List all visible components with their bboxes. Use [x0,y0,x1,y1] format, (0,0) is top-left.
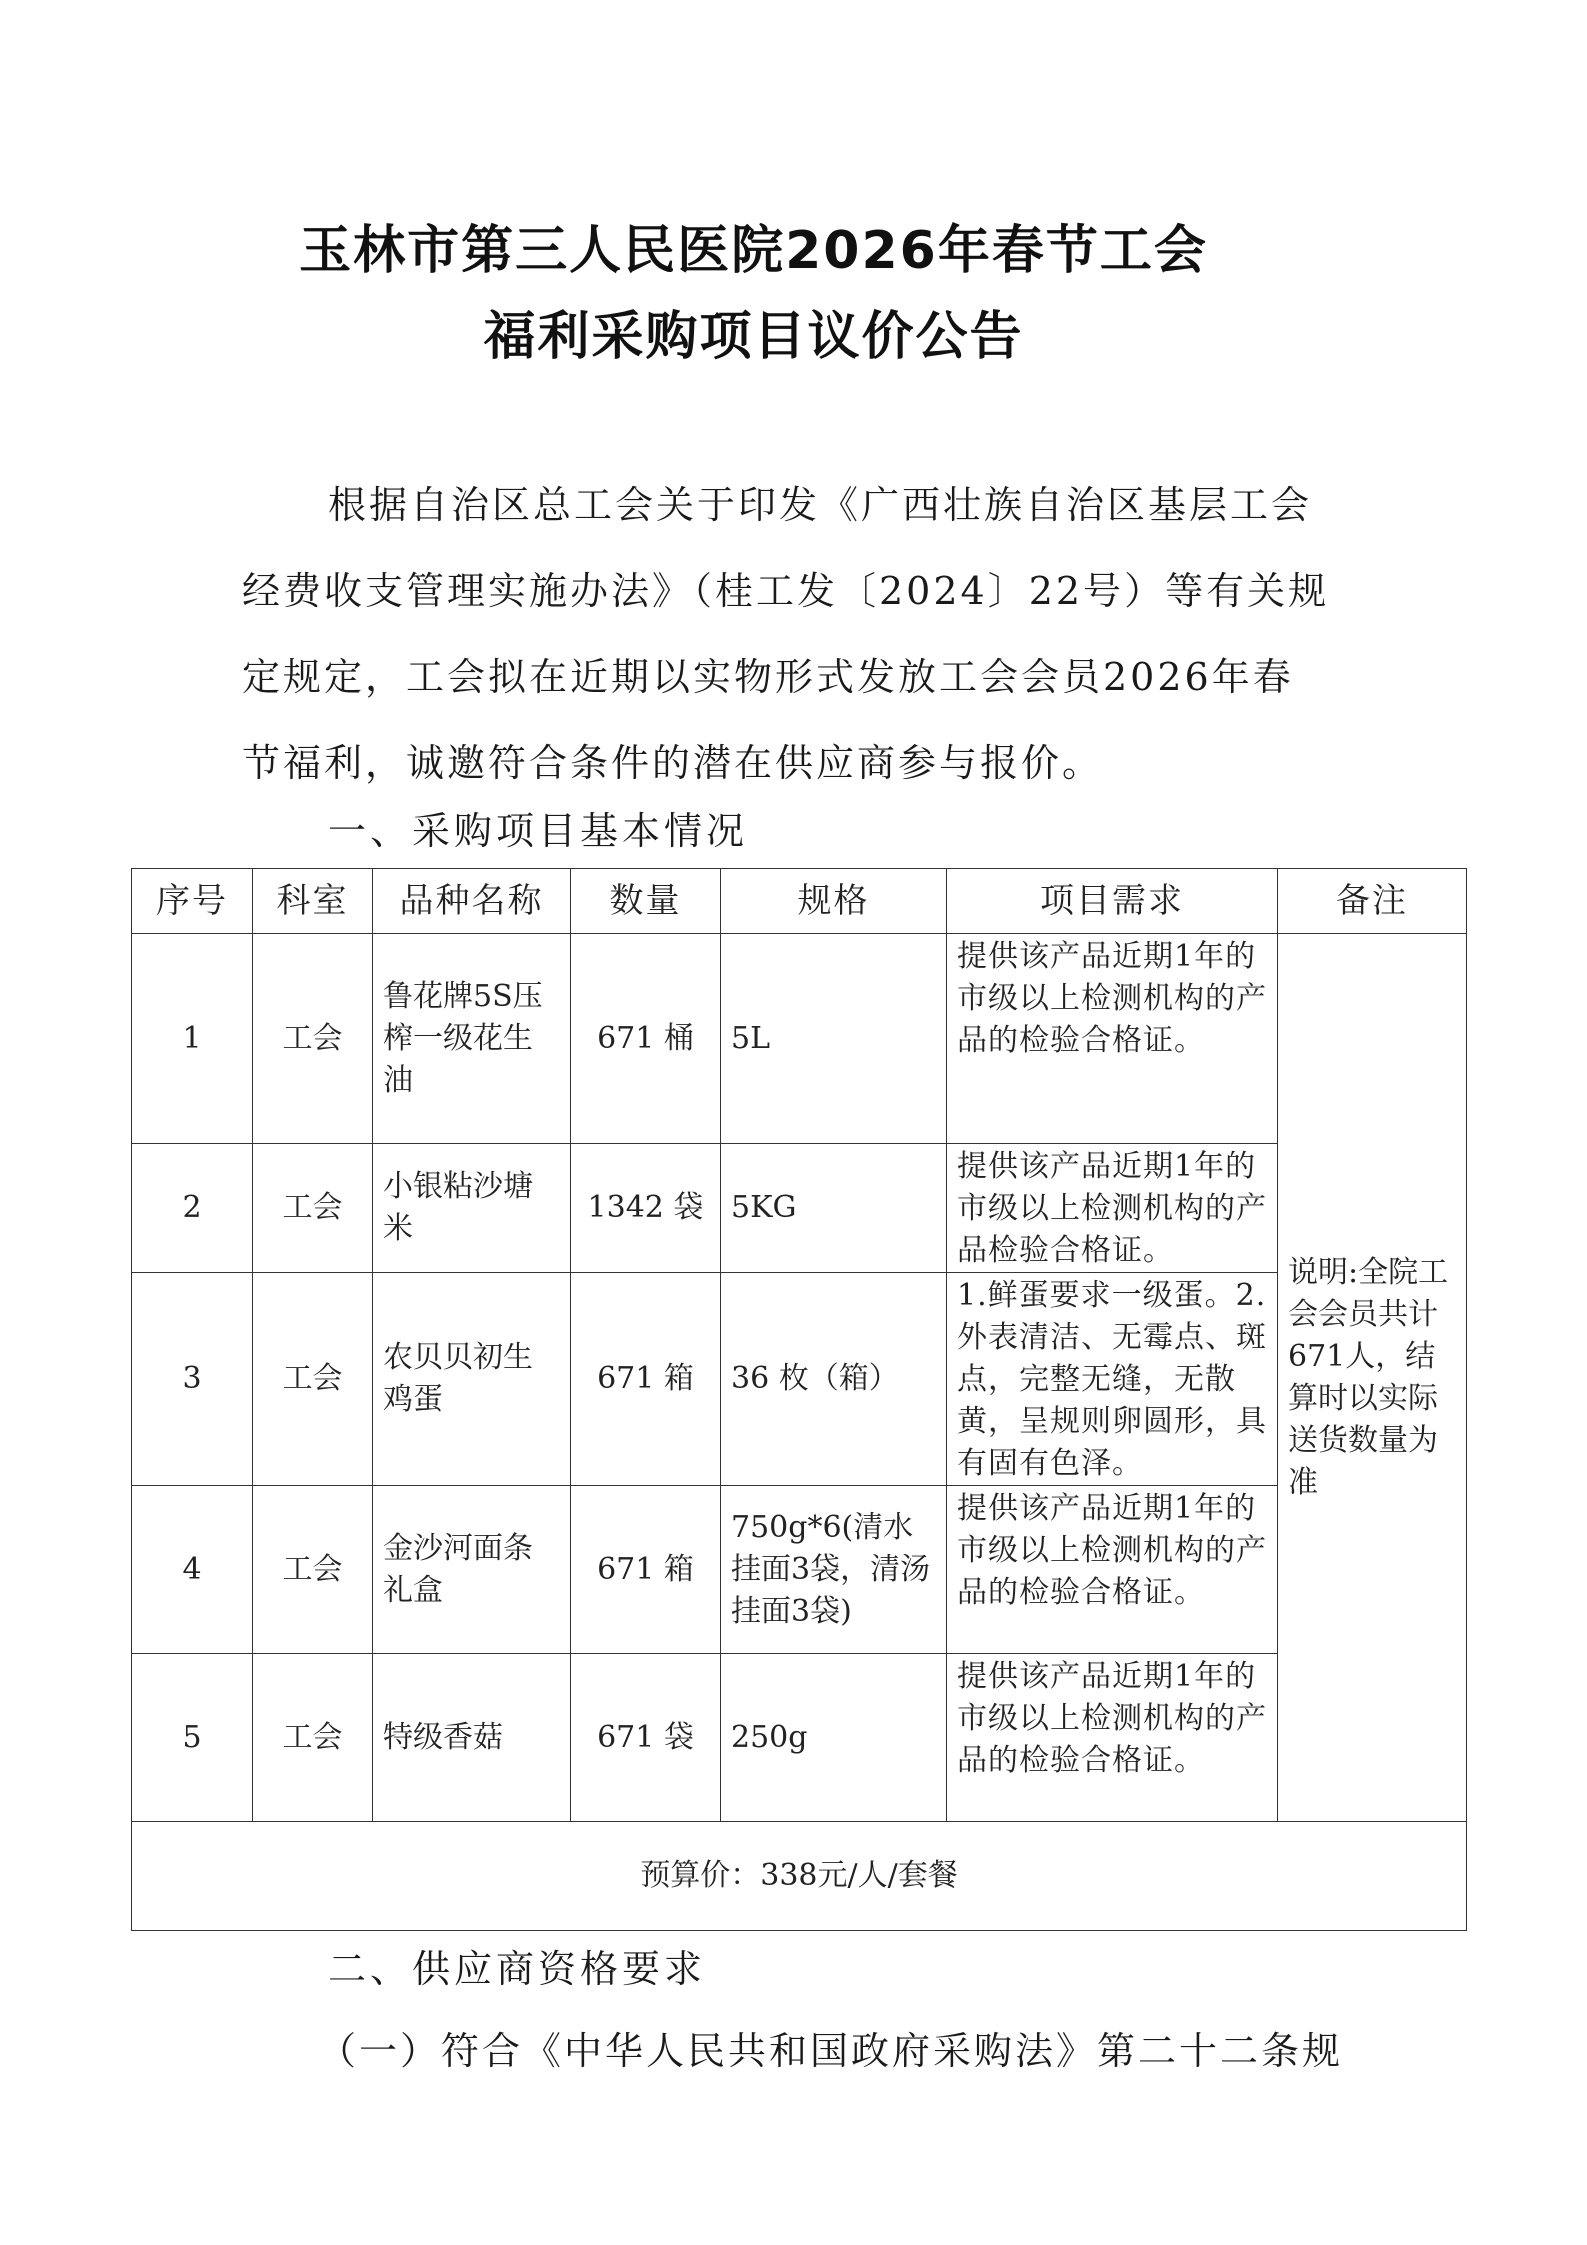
cell-spec: 5KG [721,1144,947,1273]
cell-dept: 工会 [253,1144,373,1273]
cell-qty: 671 箱 [571,1486,721,1654]
cell-req: 提供该产品近期1年的市级以上检测机构的产品检验合格证。 [947,1144,1278,1273]
intro-line-1: 根据自治区总工会关于印发《广西壮族自治区基层工会 [328,483,1313,527]
cell-name: 小银粘沙塘米 [373,1144,571,1273]
procurement-table [131,868,1467,1931]
cell-dept: 工会 [253,1654,373,1822]
cell-req: 1.鲜蛋要求一级蛋。2.外表清洁、无霉点、斑点，完整无缝，无散黄，呈规则卵圆形，具有固有色泽。 [947,1273,1278,1486]
table-header-row [132,869,1467,934]
cell-qty: 671 桶 [571,934,721,1144]
budget-row [132,1822,1467,1931]
cell-no: 2 [132,1144,253,1273]
cell-req: 提供该产品近期1年的市级以上检测机构的产品的检验合格证。 [947,934,1278,1144]
cell-dept: 工会 [253,934,373,1144]
table-row [132,1654,1467,1822]
cell-no: 1 [132,934,253,1144]
intro-paragraph [242,462,1354,806]
cell-qty: 671 袋 [571,1654,721,1822]
cell-req: 提供该产品近期1年的市级以上检测机构的产品的检验合格证。 [947,1486,1278,1654]
table-row [132,1486,1467,1654]
header-name: 品种名称 [373,869,571,934]
cell-name: 特级香菇 [373,1654,571,1822]
table-row [132,1144,1467,1273]
document-title-line2: 福利采购项目议价公告 [483,307,1024,367]
cell-spec: 750g*6(清水挂面3袋，清汤挂面3袋) [721,1486,947,1654]
cell-no: 4 [132,1486,253,1654]
header-note: 备注 [1278,869,1467,934]
header-qty: 数量 [571,869,721,934]
cell-spec: 5L [721,934,947,1144]
cell-no: 3 [132,1273,253,1486]
cell-dept: 工会 [253,1486,373,1654]
section1-heading: 一、采购项目基本情况 [328,809,749,853]
cell-req: 提供该产品近期1年的市级以上检测机构的产品的检验合格证。 [947,1654,1278,1822]
cell-dept: 工会 [253,1273,373,1486]
intro-line-3: 定规定，工会拟在近期以实物形式发放工会会员2026年春 [242,655,1294,699]
cell-spec: 250g [721,1654,947,1822]
header-spec: 规格 [721,869,947,934]
cell-qty: 1342 袋 [571,1144,721,1273]
header-dept: 科室 [253,869,373,934]
budget-cell: 预算价：338元/人/套餐 [132,1822,1467,1931]
table-row [132,934,1467,1144]
intro-line-4: 节福利，诚邀符合条件的潜在供应商参与报价。 [242,741,1104,785]
section2-heading: 二、供应商资格要求 [328,1947,707,1991]
cell-note: 说明:全院工会会员共计671人，结算时以实际送货数量为准 [1278,934,1467,1822]
document-title-line1: 玉林市第三人民医院2026年春节工会 [299,221,1208,281]
section2-item1: （一）符合《中华人民共和国政府采购法》第二十二条规 [318,2029,1344,2073]
cell-name: 农贝贝初生鸡蛋 [373,1273,571,1486]
cell-name: 鲁花牌5S压榨一级花生油 [373,934,571,1144]
cell-no: 5 [132,1654,253,1822]
cell-name: 金沙河面条礼盒 [373,1486,571,1654]
table-row [132,1273,1467,1486]
header-req: 项目需求 [947,869,1278,934]
cell-spec: 36 枚（箱） [721,1273,947,1486]
intro-line-2: 经费收支管理实施办法》（桂工发〔2024〕22号）等有关规 [242,569,1330,613]
header-no: 序号 [132,869,253,934]
cell-qty: 671 箱 [571,1273,721,1486]
